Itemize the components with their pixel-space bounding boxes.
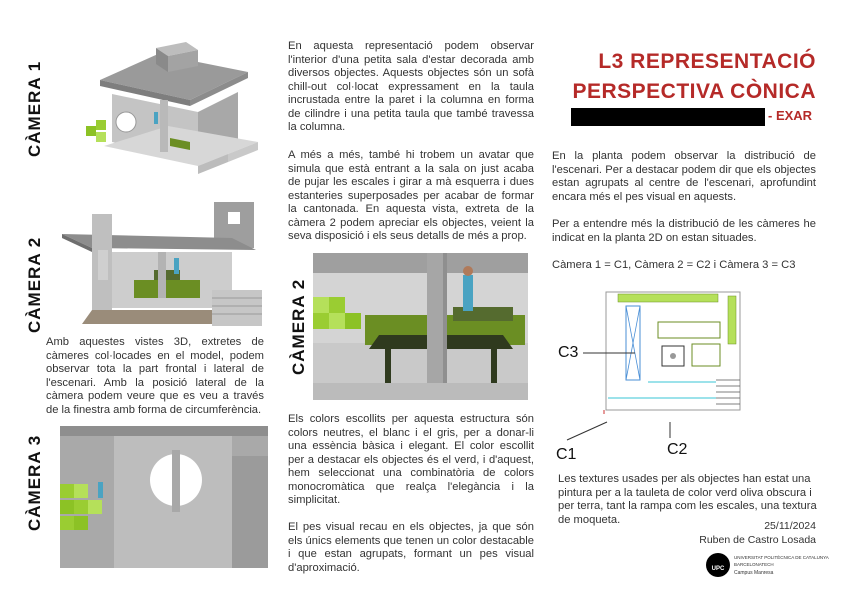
university-campus: Campus Manresa <box>734 570 774 576</box>
camera-2-center-label: CÀMERA 2 <box>289 278 308 375</box>
middle-paragraph-4: El pes visual recau en els objectes, ja que són els únics elements que tenen un color destacable i que estan agrupats, formant un pes visual d'aproximació. <box>288 521 534 574</box>
title-suffix: - EXAR <box>768 108 813 123</box>
footer-author: Ruben de Castro Losada <box>699 534 816 546</box>
camera-2-label: CÀMERA 2 <box>25 236 44 333</box>
plan-label-c2: C2 <box>667 441 688 458</box>
upc-logo-text: UPC <box>711 566 725 572</box>
university-name-2: BARCELONATECH <box>734 562 774 567</box>
middle-paragraph-1: En aquesta representació podem observar l'interior d'una petita sala d'estar decorada amb diversos objectes. Aquests objectes són un sofà chill-out col·locat expressament en la taula incrustada entre la paret i la columna en forma de cilindre i una petita taula que també travessa la columna. <box>288 40 534 133</box>
middle-paragraph-3: Els colors escollits per aquesta estructura són colors neutres, el blanc i el gris, per a donar-li una essència bàsica i elegant. El color escollit per a destacar els objectes és el verd, i d'aquest, hem seleccionat una combinatòria de colors monocromàtica que realça l'elegància i la simplicitat. <box>288 413 534 506</box>
camera-1-label: CÀMERA 1 <box>25 60 44 157</box>
middle-paragraph-2: A més a més, també hi trobem un avatar que simula que està entrant a la sala on just acaba de pujar les escales i girar a mà esquerra i dues estanteries superposades per acabar de formar la cantonada. En aquesta vista, extreta de la càmera 2 podem apreciar els objectes, veient la seva disposició i els seus detalls de més a prop. <box>288 149 534 242</box>
right-paragraph-3: Càmera 1 = C1, Càmera 2 = C2 i Càmera 3 = C3 <box>552 259 796 271</box>
right-paragraph-4: Les textures usades per als objectes han estat una pintura per a la tauleta de color verd oliva obscura i per terra, tant la rampa com les escales, una textura de moqueta. <box>558 473 817 526</box>
right-paragraph-1: En la planta podem observar la distribució de l'escenari. Per a destacar podem dir que els objectes estan agrupats al centre de l'escenari, aprofundint encara més el pes visual en aquests. <box>552 150 816 203</box>
upc-logo <box>706 553 730 577</box>
camera-1-render <box>78 42 268 192</box>
camera-3-label: CÀMERA 3 <box>25 434 44 531</box>
plan-label-c3: C3 <box>558 344 579 361</box>
camera-3-render <box>60 426 268 568</box>
redacted-bar <box>571 108 765 126</box>
footer-date: 25/11/2024 <box>764 520 816 532</box>
right-paragraph-2: Per a entendre més la distribució de les càmeres he indicat en la planta 2D on estan situades. <box>552 218 816 244</box>
left-caption: Amb aquestes vistes 3D, extretes de càmeres col·locades en el model, podem observar tota la part frontal i lateral de l'escenari. Amb la posició lateral de la càmera podem veure que es veu a través de la finestra amb forma de circumferència. <box>46 336 264 416</box>
camera-2-render <box>313 253 528 400</box>
title-line-2: PERSPECTIVA CÒNICA <box>572 80 816 103</box>
university-name-1: UNIVERSITAT POLITÈCNICA DE CATALUNYA <box>734 555 829 560</box>
plan-label-c1: C1 <box>556 446 577 463</box>
camera-2-side-render <box>62 198 270 330</box>
title-line-1: L3 REPRESENTACIÓ <box>598 50 816 73</box>
